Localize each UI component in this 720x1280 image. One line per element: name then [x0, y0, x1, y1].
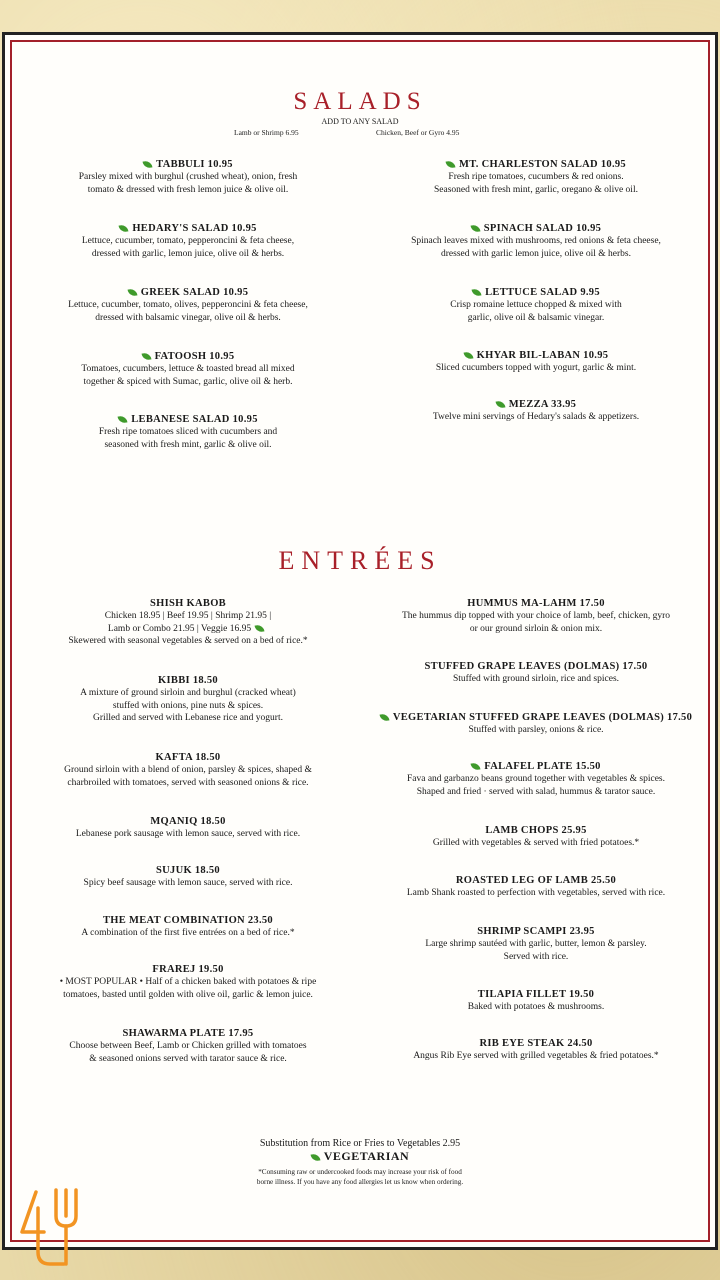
menu-item-desc: Large shrimp sautéed with garlic, butter, lemon & parsley.	[425, 939, 647, 949]
menu-item-title: ROASTED LEG OF LAMB 25.50	[455, 875, 617, 886]
menu-item-name	[350, 660, 720, 673]
menu-item	[350, 597, 720, 635]
vegetarian-label: VEGETARIAN	[323, 1149, 410, 1163]
menu-item-title: SHAWARMA PLATE 17.95	[122, 1028, 254, 1039]
menu-item-desc: & seasoned onions served with tarator sauce & rice.	[89, 1053, 287, 1064]
menu-item-desc: The hummus dip topped with your choice of lamb, beef, chicken, gyro	[401, 611, 671, 621]
menu-item-desc: Lamb or Combo 21.95 | Veggie 16.95	[2, 623, 374, 636]
menu-item	[8, 222, 368, 260]
leaf-icon	[470, 225, 480, 233]
menu-item-name	[356, 398, 716, 411]
menu-footer	[0, 1138, 720, 1187]
menu-item-title: VEGETARIAN STUFFED GRAPE LEAVES (DOLMAS) 17.50	[392, 712, 693, 723]
salads-title: SALADS	[293, 88, 427, 115]
menu-item	[2, 963, 374, 1001]
menu-item	[2, 864, 374, 890]
leaf-icon	[495, 401, 505, 409]
menu-item-desc: Lettuce, cucumber, tomato, olives, pepperoncini & feta cheese,	[68, 300, 308, 310]
leaf-icon	[141, 353, 151, 361]
menu-item-desc: Seasoned with fresh mint, garlic, oregano & olive oil.	[434, 184, 638, 195]
menu-item-name	[8, 350, 368, 363]
menu-item-title: SPINACH SALAD 10.95	[483, 223, 602, 234]
menu-item-name	[350, 597, 720, 610]
menu-item-desc: A combination of the first five entrées on a bed of rice.*	[81, 928, 295, 938]
menu-item-title: KHYAR BIL-LABAN 10.95	[476, 350, 609, 361]
menu-item	[8, 158, 368, 196]
menu-item-title: THE MEAT COMBINATION 23.50	[103, 915, 273, 926]
menu-item	[350, 711, 720, 737]
menu-item-desc: seasoned with fresh mint, garlic & olive oil.	[104, 439, 272, 450]
menu-item	[350, 760, 720, 798]
menu-item	[350, 988, 720, 1014]
menu-item-desc: Choose between Beef, Lamb or Chicken grilled with tomatoes	[69, 1041, 307, 1051]
leaf-icon	[446, 161, 456, 169]
menu-item-title: TABBULI 10.95	[156, 159, 233, 170]
menu-item-title: SHISH KABOB	[150, 598, 226, 609]
menu-item-name	[350, 925, 720, 938]
menu-item-title: LETTUCE SALAD 9.95	[485, 287, 600, 298]
menu-item-desc: Lettuce, cucumber, tomato, pepperoncini & feta cheese,	[81, 236, 295, 246]
menu-item-desc: dressed with garlic lemon juice, olive oil & herbs.	[441, 248, 631, 259]
menu-item-name	[356, 349, 716, 362]
menu-item-title: MT. CHARLESTON SALAD 10.95	[459, 159, 626, 170]
entrees-title: ENTRÉES	[278, 546, 442, 575]
menu-item-desc: Lebanese pork sausage with lemon sauce, served with rice.	[75, 829, 301, 839]
menu-item-desc: Skewered with seasonal vegetables & served on a bed of rice.*	[68, 636, 308, 646]
menu-item-title: FRAREJ 19.50	[152, 964, 224, 975]
menu-item-name	[2, 963, 374, 976]
menu-item	[8, 350, 368, 388]
menu-item-desc: Chicken 18.95 | Beef 19.95 | Shrimp 21.95 |	[104, 611, 272, 621]
menu-item-name	[8, 222, 368, 235]
menu-item	[356, 286, 716, 324]
menu-item-name	[356, 222, 716, 235]
leaf-icon	[471, 763, 481, 771]
menu-item-name	[350, 760, 720, 773]
menu-item-desc: Baked with potatoes & mushrooms.	[467, 1002, 605, 1012]
menu-item	[356, 158, 716, 196]
menu-item-desc: Angus Rib Eye served with grilled vegetables & fried potatoes.*	[413, 1051, 659, 1061]
menu-item-desc: Spinach leaves mixed with mushrooms, red onions & feta cheese,	[411, 236, 661, 246]
menu-item-desc: Tomatoes, cucumbers, lettuce & toasted bread all mixed	[81, 364, 295, 374]
menu-item-desc: charbroiled with tomatoes, served with seasoned onions & rice.	[67, 777, 309, 788]
menu-item-desc: stuffed with onions, pine nuts & spices.	[112, 700, 264, 711]
leaf-icon	[255, 624, 265, 632]
menu-item-name	[2, 751, 374, 764]
leaf-icon	[143, 161, 153, 169]
menu-item-desc: Stuffed with ground sirloin, rice and spices.	[452, 674, 620, 684]
menu-item-title: HEDARY'S SALAD 10.95	[132, 223, 257, 234]
menu-item-title: LEBANESE SALAD 10.95	[131, 414, 258, 425]
menu-item	[350, 874, 720, 900]
menu-item	[356, 398, 716, 424]
menu-item-name	[350, 874, 720, 887]
addon-right: Chicken, Beef or Gyro 4.95	[376, 128, 460, 137]
menu-item	[8, 286, 368, 324]
menu-item-desc: • MOST POPULAR • Half of a chicken baked with potatoes & ripe	[59, 977, 317, 987]
menu-item	[2, 751, 374, 789]
menu-item-desc: dressed with balsamic vinegar, olive oil & herbs.	[95, 312, 281, 323]
menu-item-name	[2, 1027, 374, 1040]
menu-item-title: KIBBI 18.50	[158, 675, 218, 686]
menu-item-title: FALAFEL PLATE 15.50	[484, 761, 601, 772]
leaf-icon	[463, 352, 473, 360]
leaf-icon	[379, 714, 389, 722]
disclaimer-line-2: borne illness. If you have any food allergies let us know when ordering.	[256, 1178, 464, 1186]
menu-item-title: SHRIMP SCAMPI 23.95	[477, 926, 595, 937]
menu-item-desc: Grilled and served with Lebanese rice and yogurt.	[93, 713, 283, 723]
menu-item-desc: tomatoes, basted until golden with olive oil, garlic & lemon juice.	[63, 989, 313, 1000]
menu-item-name	[356, 158, 716, 171]
menu-item-name	[2, 815, 374, 828]
disclaimer-line-1: *Consuming raw or undercooked foods may increase your risk of food	[258, 1168, 462, 1176]
menu-item-name	[350, 824, 720, 837]
menu-item-title: KAFTA 18.50	[155, 752, 221, 763]
menu-item	[2, 1027, 374, 1065]
menu-item	[2, 597, 374, 648]
menu-item-title: MEZZA 33.95	[508, 399, 577, 410]
menu-item-name	[350, 1037, 720, 1050]
menu-item-name	[350, 711, 720, 724]
menu-item	[2, 914, 374, 940]
menu-item-desc: A mixture of ground sirloin and burghul (cracked wheat)	[80, 688, 296, 698]
menu-item	[350, 1037, 720, 1063]
menu-item-desc: tomato & dressed with fresh lemon juice & olive oil.	[87, 184, 289, 195]
menu-item-desc: Twelve mini servings of Hedary's salads & appetizers.	[432, 412, 640, 422]
salads-addon-heading: ADD TO ANY SALAD	[321, 117, 399, 126]
menu-item-title: SUJUK 18.50	[156, 865, 220, 876]
menu-item-desc: dressed with garlic, lemon juice, olive oil & herbs.	[91, 248, 285, 259]
menu-item	[356, 222, 716, 260]
leaf-icon	[310, 1153, 320, 1161]
menu-item-desc: Fava and garbanzo beans ground together with vegetables & spices.	[406, 774, 665, 784]
menu-item-name	[2, 597, 374, 610]
menu-item-title: LAMB CHOPS 25.95	[485, 825, 587, 836]
menu-item-desc: Sliced cucumbers topped with yogurt, garlic & mint.	[435, 363, 637, 373]
menu-item-desc: Shaped and fried · served with salad, hummus & tarator sauce.	[416, 786, 656, 797]
menu-item-desc: Lamb Shank roasted to perfection with vegetables, served with rice.	[406, 888, 666, 898]
menu-item-desc: Crisp romaine lettuce chopped & mixed with	[450, 300, 622, 310]
addon-left: Lamb or Shrimp 6.95	[234, 128, 299, 137]
menu-item-desc: Fresh ripe tomatoes, cucumbers & red onions.	[448, 172, 624, 182]
menu-item	[350, 925, 720, 963]
menu-item	[350, 824, 720, 850]
menu-item-desc: Stuffed with parsley, onions & rice.	[468, 725, 604, 735]
menu-item-name	[8, 158, 368, 171]
menu-item-desc: Spicy beef sausage with lemon sauce, served with rice.	[83, 878, 293, 888]
menu-item	[356, 349, 716, 375]
menu-item-desc: garlic, olive oil & balsamic vinegar.	[467, 312, 605, 323]
menu-item-title: GREEK SALAD 10.95	[140, 287, 249, 298]
menu-item	[2, 674, 374, 725]
leaf-icon	[118, 416, 128, 424]
menu-item-desc: Served with rice.	[503, 951, 569, 962]
menu-item-title: RIB EYE STEAK 24.50	[479, 1038, 593, 1049]
menu-item-name	[8, 413, 368, 426]
leaf-icon	[472, 289, 482, 297]
menu-item	[2, 815, 374, 841]
menu-item-title: HUMMUS MA-LAHM 17.50	[467, 598, 605, 609]
menu-item-desc: Grilled with vegetables & served with fried potatoes.*	[432, 838, 640, 848]
vegetarian-legend	[0, 1149, 720, 1164]
menu-item	[350, 660, 720, 686]
menu-item-name	[2, 674, 374, 687]
leaf-icon	[119, 225, 129, 233]
menu-item-name	[2, 864, 374, 877]
menu-item-name	[8, 286, 368, 299]
menu-item	[8, 413, 368, 451]
menu-item-name	[356, 286, 716, 299]
menu-item-title: FATOOSH 10.95	[154, 351, 235, 362]
leaf-icon	[127, 289, 137, 297]
menu-item-desc: together & spiced with Sumac, garlic, olive oil & herb.	[83, 376, 293, 387]
menu-item-desc: Ground sirloin with a blend of onion, parsley & spices, shaped &	[64, 765, 312, 775]
menu-item-desc: Parsley mixed with burghul (crushed wheat), onion, fresh	[78, 172, 298, 182]
disclaimer	[0, 1167, 720, 1187]
substitution-note: Substitution from Rice or Fries to Vegetables 2.95	[259, 1138, 461, 1149]
menu-item-desc: Fresh ripe tomatoes sliced with cucumbers and	[98, 427, 278, 437]
menu-item-desc: or our ground sirloin & onion mix.	[469, 623, 603, 634]
menu-item-title: MQANIQ 18.50	[150, 816, 226, 827]
menu-item-title: TILAPIA FILLET 19.50	[477, 989, 595, 1000]
menu-item-name	[350, 988, 720, 1001]
fork-logo-icon	[14, 1186, 88, 1270]
menu-item-name	[2, 914, 374, 927]
menu-item-title: STUFFED GRAPE LEAVES (DOLMAS) 17.50	[424, 661, 648, 672]
